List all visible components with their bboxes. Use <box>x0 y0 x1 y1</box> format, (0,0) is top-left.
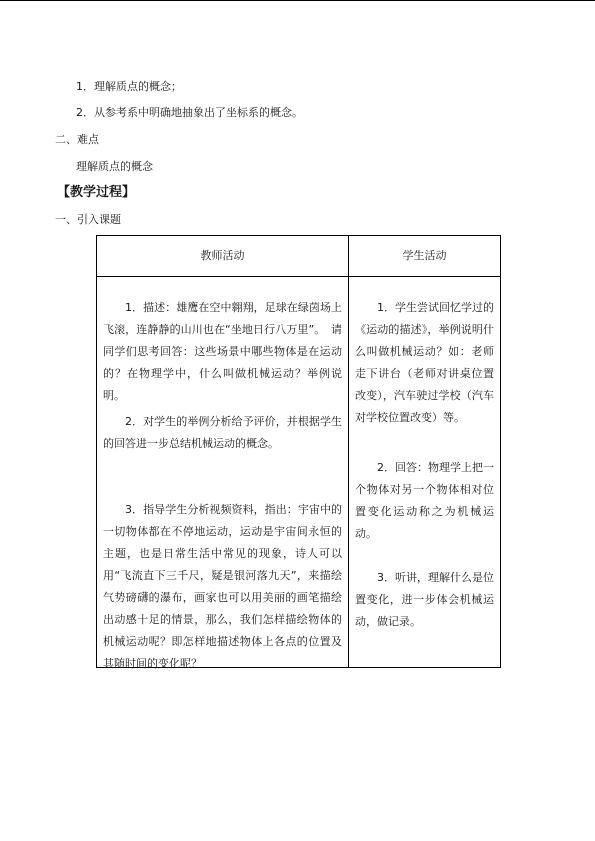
objective-2: 2．从参考系中明确地抽象出了坐标系的概念。 <box>76 106 303 119</box>
difficulty-heading: 二、难点 <box>55 133 99 146</box>
teaching-activity-table <box>96 235 501 668</box>
student-activity-2: 2．回答：物理学上把一个物体对另一个物体相对位置变化运动称之为机械运动。 <box>355 461 494 540</box>
page-top-rule <box>0 0 595 1</box>
section-heading: 一、引入课题 <box>55 213 121 226</box>
header-teacher-activity: 教师活动 <box>97 236 349 277</box>
teacher-activity-2: 2．对学生的举例分析给予评价，并根据学生的回答进一步总结机械运动的概念。 <box>103 415 342 450</box>
difficulty-text: 理解质点的概念 <box>76 160 153 173</box>
process-heading: 【教学过程】 <box>57 185 136 200</box>
student-activity-cell <box>349 277 501 668</box>
teacher-activity-3: 3．指导学生分析视频资料，指出：宇宙中的一切物体都在不停地运动，运动是宇宙间永恒的主题，也是日常生活中常见的现象，诗人可以用“飞流直下三千尺，疑是银河落九天”，来描绘气势磅礴的瀑布，画家也可以用美丽的画笔描绘出动感十足的情景，那么，我们怎样描绘物体的机械运动呢？即怎样地描述物体上各点的位置及其随时间的变化呢？ <box>103 503 342 670</box>
header-student-activity: 学生活动 <box>349 236 501 277</box>
teacher-activity-cell <box>97 277 349 668</box>
objective-1: 1．理解质点的概念； <box>76 80 182 93</box>
student-activity-3: 3．听讲，理解什么是位置变化，进一步体会机械运动，做记录。 <box>355 571 494 628</box>
teacher-activity-1: 1．描述：雄鹰在空中翱翔，足球在绿茵场上飞滚，连静静的山川也在“坐地日行八万里”。 请同学们思考回答：这些场景中哪些物体是在运动的？在物理学中，什么叫做机械运动？举例说明。 <box>103 301 342 402</box>
student-activity-1: 1．学生尝试回忆学过的《运动的描述》，举例说明什么叫做机械运动？如：老师走下讲台（老师对讲桌位置改变），汽车驶过学校（汽车对学校位置改变）等。 <box>355 301 494 424</box>
